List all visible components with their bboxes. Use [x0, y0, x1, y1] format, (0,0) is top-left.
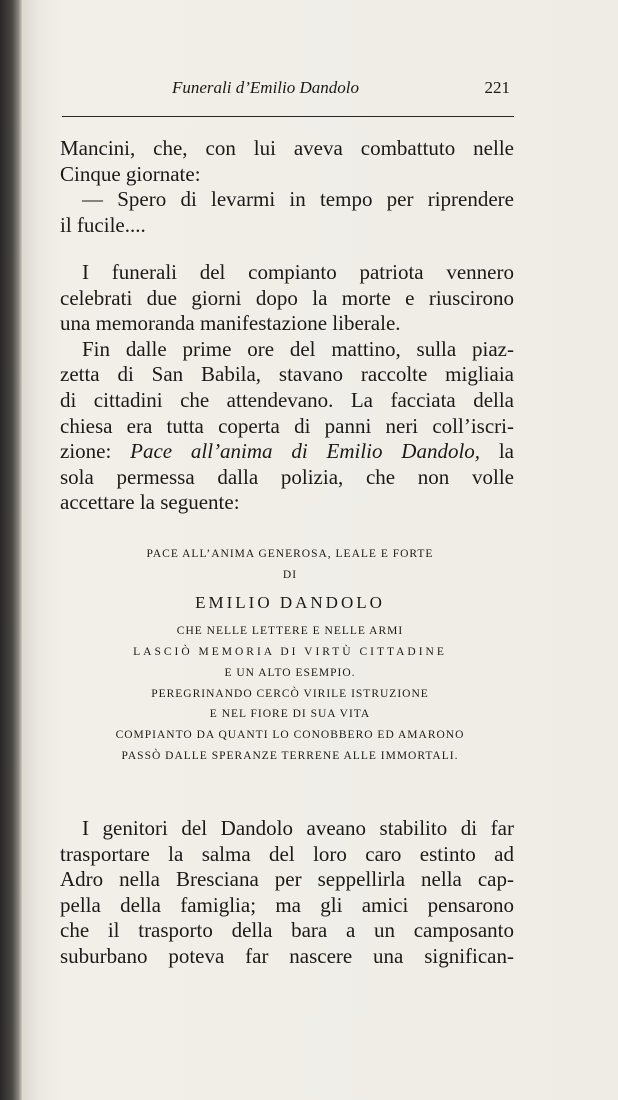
text-line: che il trasporto della bara a un camposanto: [60, 918, 514, 943]
text-line: Mancini, che, con lui aveva combattuto nelle: [60, 136, 514, 160]
paragraph-1: [60, 136, 514, 238]
inscription-line: PASSÒ DALLE SPERANZE TERRENE ALLE IMMORTALI.: [121, 749, 459, 762]
inscription-line: E NEL FIORE DI SUA VITA: [209, 708, 371, 721]
inscription-line: CHE NELLE LETTERE E NELLE ARMI: [176, 625, 404, 638]
text-line: Adro nella Bresciana per seppellirla nella cap-: [60, 867, 514, 892]
text-line: pella della famiglia; ma gli amici pensarono: [60, 892, 514, 917]
paragraph-2: [60, 260, 514, 516]
text-fragment: zione:: [60, 439, 131, 464]
running-header: [150, 78, 514, 100]
epitaph-inscription: [60, 544, 520, 766]
book-spine-shadow: [0, 0, 22, 1100]
text-line: sola permessa dalla polizia, che non volle: [60, 464, 514, 489]
inscription-line: COMPIANTO DA QUANTI LO CONOBBERO ED AMARONO: [115, 728, 465, 741]
text-line: — Spero di levarmi in tempo per riprendere: [82, 187, 514, 212]
text-line: accettare la seguente:: [60, 490, 240, 515]
inscription-line: PACE ALL’ANIMA GENEROSA, LEALE E FORTE: [146, 548, 434, 560]
italic-quote: Pace all’anima di Emilio Dandolo,: [130, 439, 481, 464]
inscription-line: PEREGRINANDO CERCÒ VIRILE ISTRUZIONE: [151, 687, 429, 700]
paragraph-3: [60, 816, 514, 970]
text-line: trasportare la salma del loro caro estinto ad: [60, 841, 514, 866]
text-line: di cittadini che attendevano. La facciata della: [60, 387, 514, 412]
page-number: 221: [484, 78, 510, 97]
text-line: chiesa era tutta coperta di panni neri coll’iscri-: [60, 413, 514, 438]
header-rule: [62, 116, 514, 117]
inscription-line: LASCIÒ MEMORIA DI VIRTÙ CITTADINE: [133, 646, 447, 659]
inscription-line: DI: [282, 568, 298, 581]
text-fragment: la: [480, 439, 515, 464]
inscription-line: E UN ALTO ESEMPIO.: [224, 666, 356, 679]
text-line: suburbano poteva far nascere una significan-: [60, 943, 514, 968]
text-line: Fin dalle prime ore del mattino, sulla piaz-: [82, 336, 514, 361]
running-title: Funerali d’Emilio Dandolo: [172, 78, 359, 97]
text-line-zione: [60, 439, 514, 465]
text-line: I genitori del Dandolo aveano stabilito di far: [82, 816, 514, 840]
text-line: il fucile....: [60, 212, 146, 237]
text-line: zetta di San Babila, stavano raccolte migliaia: [60, 362, 514, 387]
inscription-name: EMILIO DANDOLO: [195, 593, 385, 613]
text-line: celebrati due giorni dopo la morte e riuscirono: [60, 285, 514, 310]
text-line: una memoranda manifestazione liberale.: [60, 311, 401, 336]
text-line: I funerali del compianto patriota vennero: [82, 260, 514, 284]
text-line: Cinque giornate:: [60, 161, 201, 186]
